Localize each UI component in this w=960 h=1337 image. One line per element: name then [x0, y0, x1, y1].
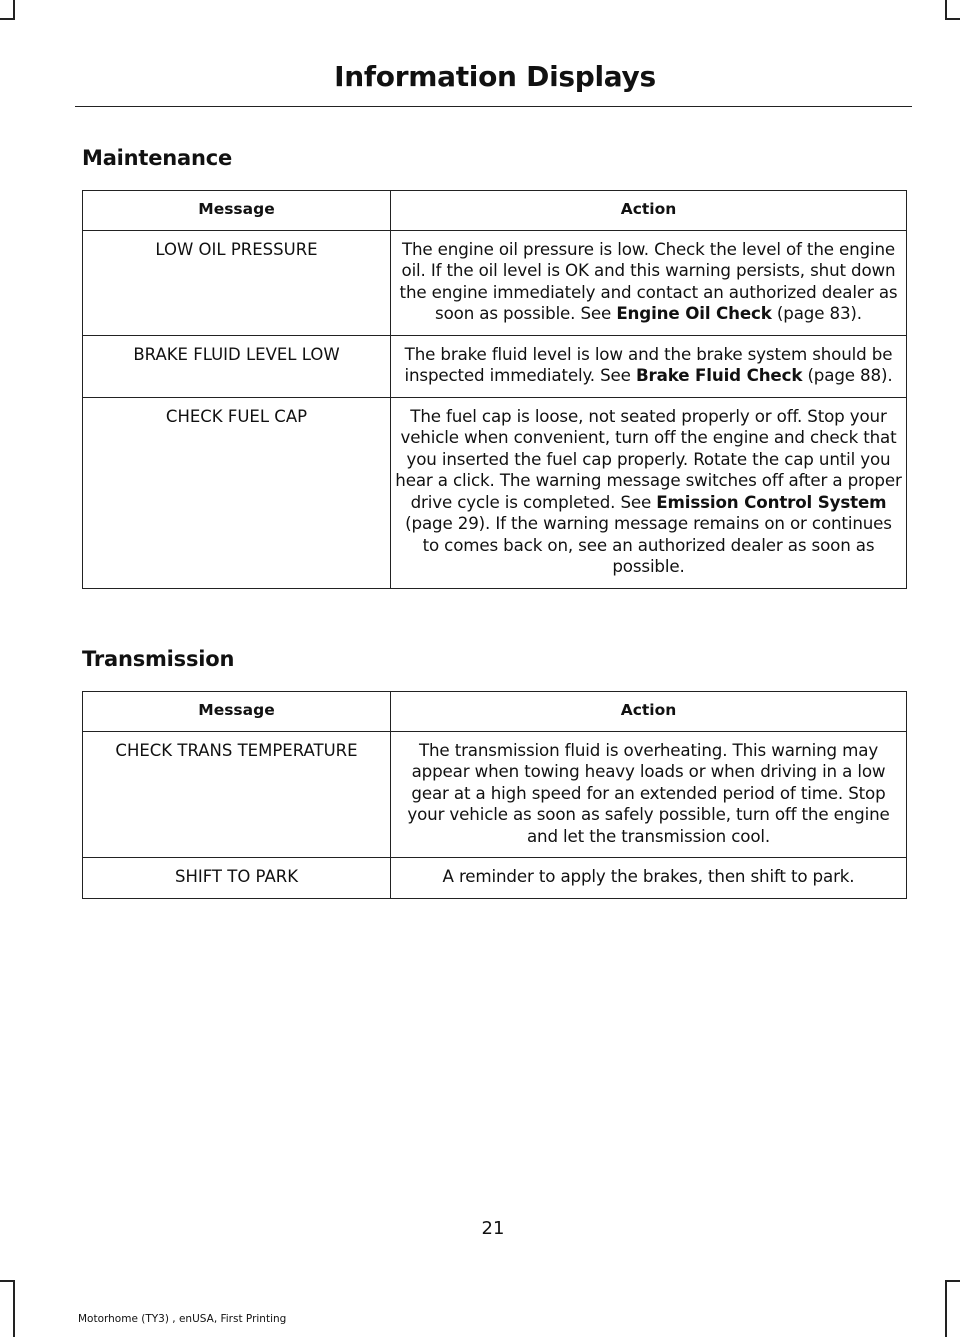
action-text-continued: (page 29). If the warning message remains on or continues to comes back on, see an authorized dealer as soon as possible. — [405, 513, 892, 576]
maintenance-table — [82, 190, 907, 589]
header-divider — [75, 106, 912, 107]
action-text: The brake fluid level is low and the brake system should be inspected immediately. See — [404, 343, 893, 385]
page-reference: (page 83). — [771, 303, 862, 323]
message-cell: SHIFT TO PARK — [83, 858, 391, 899]
crop-mark-top-right-h — [946, 18, 960, 20]
crop-mark-top-left-h — [0, 18, 14, 20]
column-header-message: Message — [83, 191, 391, 231]
message-cell: LOW OIL PRESSURE — [83, 230, 391, 335]
page-number: 21 — [481, 1218, 505, 1239]
cross-reference-link[interactable]: Emission Control System — [656, 491, 887, 512]
table-row — [83, 335, 907, 397]
action-text: The engine oil pressure is low. Check the level of the engine oil. If the oil level is OK and this warning persists, shut down the engine immediately and contact an authorized dealer as soon as possible. See — [399, 238, 898, 323]
action-text: The fuel cap is loose, not seated properly or off. Stop your vehicle when convenient, turn off the engine and check that you inserted the fuel cap properly. Rotate the cap until you hear a click. The warning message switches off after a proper drive cycle is completed. See — [395, 405, 902, 512]
crop-mark-bottom-right-h — [946, 1280, 960, 1282]
footer-text: Motorhome (TY3) , enUSA, First Printing — [78, 1313, 287, 1325]
table-row — [83, 397, 907, 588]
column-header-message: Message — [83, 692, 391, 732]
crop-mark-bottom-left-v — [13, 1280, 15, 1337]
column-header-action: Action — [391, 692, 907, 732]
table-row — [83, 230, 907, 335]
crop-mark-bottom-right-v — [945, 1280, 947, 1337]
action-cell: A reminder to apply the brakes, then shift to park. — [391, 858, 907, 899]
section-heading-maintenance: Maintenance — [82, 146, 233, 170]
cross-reference-link[interactable]: Engine Oil Check — [616, 303, 772, 323]
table-row — [83, 858, 907, 899]
action-cell: The transmission fluid is overheating. This warning may appear when towing heavy loads or when driving in a low gear at a high speed for an extended period of time. Stop your vehicle as soon as safely possible, turn off the engine and let the transmission cool. — [391, 731, 907, 858]
crop-mark-bottom-left-h — [0, 1280, 14, 1282]
crop-mark-top-right-v — [945, 0, 947, 20]
table-row — [83, 731, 907, 858]
column-header-action: Action — [391, 191, 907, 231]
page-reference: (page 88). — [802, 365, 893, 385]
action-cell — [391, 335, 907, 397]
action-cell — [391, 230, 907, 335]
table-header-row — [83, 191, 907, 231]
crop-mark-top-left-v — [13, 0, 15, 20]
table-header-row — [83, 692, 907, 732]
page-title: Information Displays — [334, 60, 656, 93]
message-cell: BRAKE FLUID LEVEL LOW — [83, 335, 391, 397]
message-cell: CHECK FUEL CAP — [83, 397, 391, 588]
action-cell — [391, 397, 907, 588]
cross-reference-link[interactable]: Brake Fluid Check — [635, 365, 803, 385]
message-cell: CHECK TRANS TEMPERATURE — [83, 731, 391, 858]
section-heading-transmission: Transmission — [82, 647, 235, 671]
transmission-table — [82, 691, 907, 899]
